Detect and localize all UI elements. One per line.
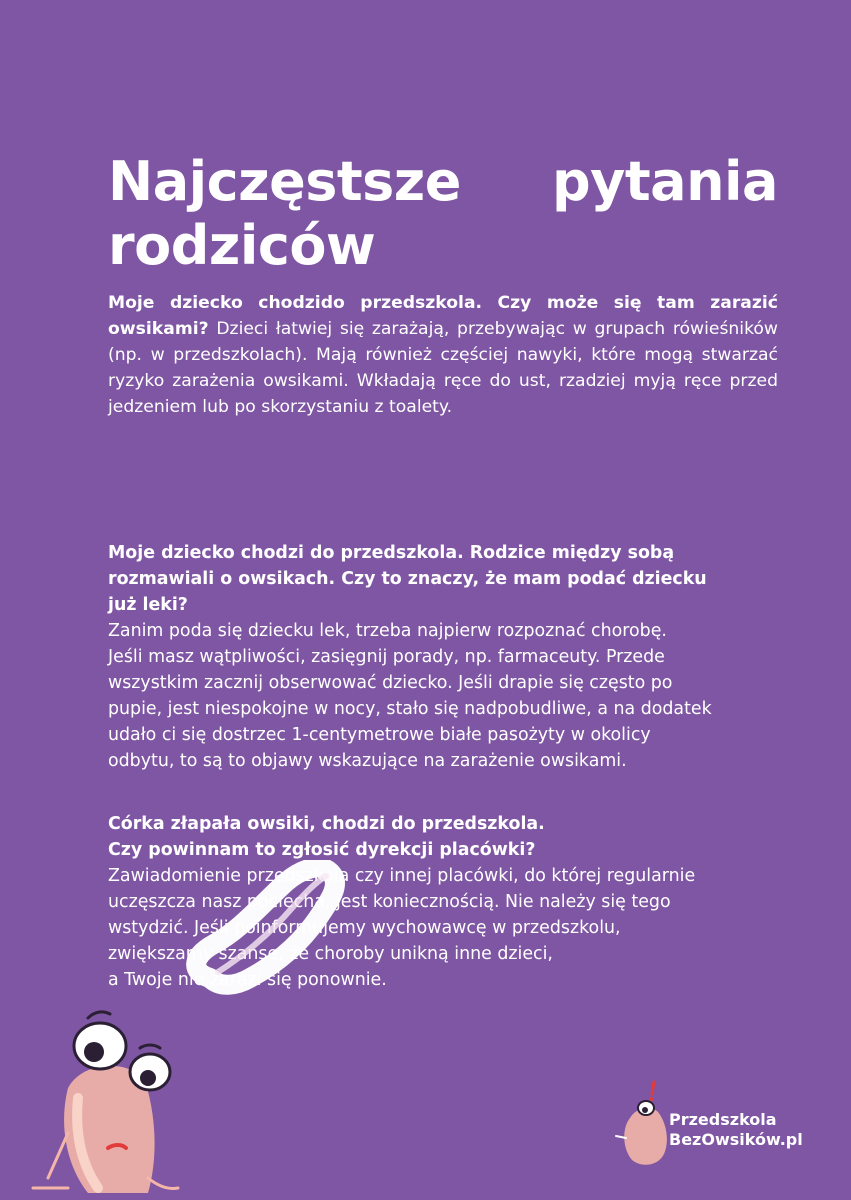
worm-mascot-illustration [28,998,198,1198]
faq-answer-2-line-4: pupie, jest niespokojne w nocy, stało się nadpobudliwe, a na dodatek [108,699,712,719]
brand-logo-text[interactable] [669,1110,803,1150]
faq-answer-3-line-4: zwiększamy szanse, że choroby unikną inne dzieci, [108,944,553,964]
faq-item-2 [108,540,798,774]
faq-answer-3-line-5: a Twoje nie zarazi się ponownie. [108,970,387,990]
faq-answer-2-line-6: odbytu, to są to objawy wskazujące na zarażenie owsikami. [108,751,627,771]
faq-answer-1: Dzieci łatwiej się zarażają, przebywając w grupach rówieśników (np. w przedszkolach). Mają również częściej nawyki, które mogą stwarzać ryzyko zarażenia owsikami. Wkładają ręce do ust, rzadziej myją ręce przed jedzeniem lub po skorzystaniu z toalety. [108,319,778,417]
scribble-mark [180,860,350,995]
faq-question-1: Moje dziecko chodzido przedszkola. Czy może się tam zarazić owsikami? [108,293,778,339]
faq-question-3-line-2: Czy powinnam to zgłosić dyrekcji placówki? [108,840,536,860]
faq-question-3-line-1: Córka złapała owsiki, chodzi do przedszkola. [108,814,545,834]
faq-question-2-line-1: Moje dziecko chodzi do przedszkola. Rodzice między sobą [108,543,675,563]
page-title [108,150,778,278]
faq-answer-3-line-3: wstydzić. Jeśli poinformujemy wychowawcę w przedszkolu, [108,918,621,938]
title-word-1: Najczęstsze [108,150,461,213]
logo-line-2: BezOwsików.pl [669,1130,803,1149]
title-line-2: rodziców [108,214,376,277]
faq-answer-2-line-5: udało ci się dostrzec 1-centymetrowe białe pasożyty w okolicy [108,725,651,745]
faq-answer-2-line-3: wszystkim zacznij obserwować dziecko. Jeśli drapie się często po [108,673,673,693]
faq-item-1 [108,290,778,420]
faq-answer-3-line-1: Zawiadomienie przedszkola czy innej placówki, do której regularnie [108,866,696,886]
faq-question-2-line-3: już leki? [108,595,188,615]
faq-answer-2-line-2: Jeśli masz wątpliwości, zasięgnij porady, np. farmaceuty. Przede [108,647,665,667]
faq-question-2-line-2: rozmawiali o owsikach. Czy to znaczy, że mam podać dziecku [108,569,707,589]
faq-answer-3-line-2: uczęszcza nasz pociecha, jest koniecznością. Nie należy się tego [108,892,671,912]
title-word-2: pytania [552,150,778,213]
faq-answer-2-line-1: Zanim poda się dziecku lek, trzeba najpierw rozpoznać chorobę. [108,621,667,641]
logo-line-1: Przedszkola [669,1110,777,1129]
